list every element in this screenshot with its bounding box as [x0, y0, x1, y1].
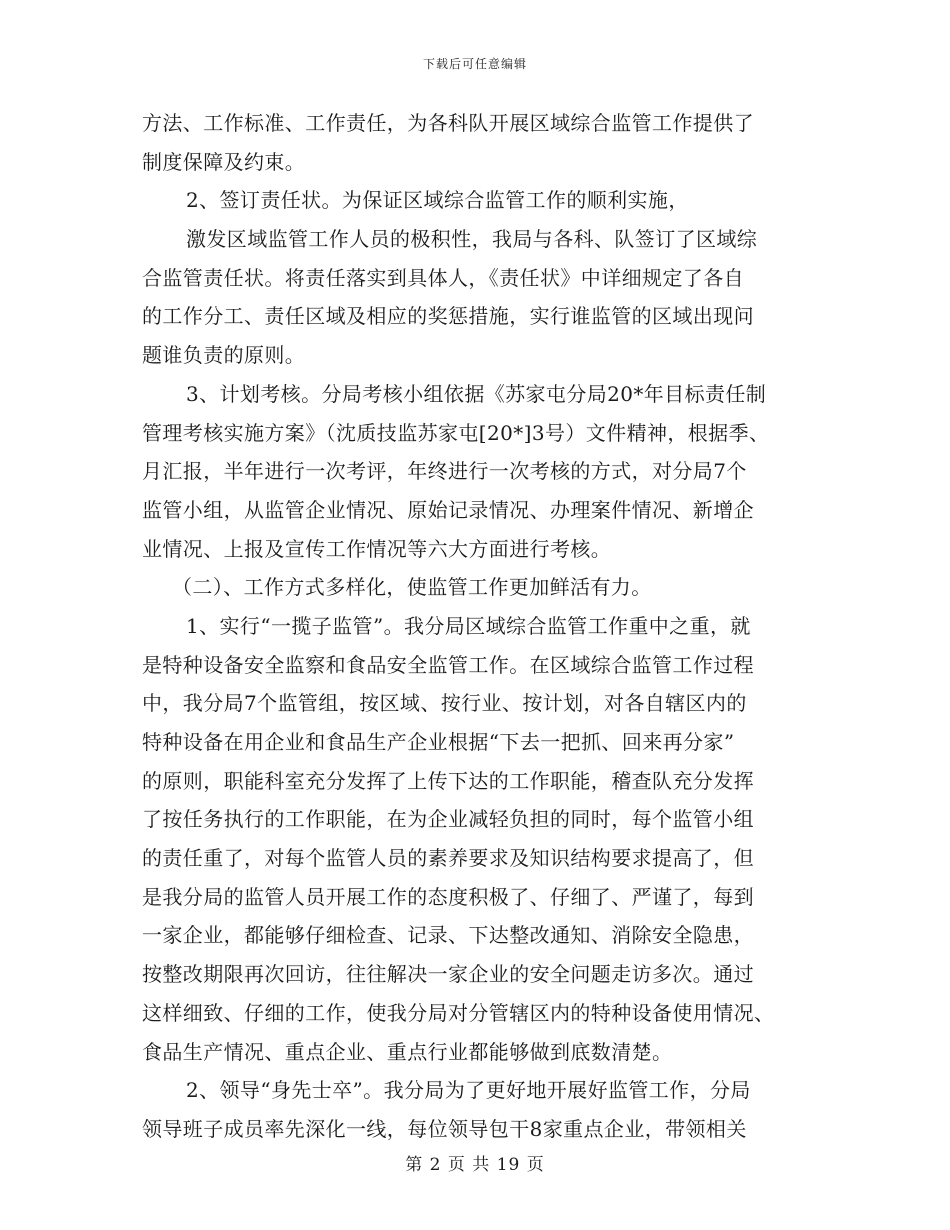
text-line: 激发区域监管工作人员的极积性，我局与各科、队签订了区域综: [186, 227, 758, 252]
text-line: 是特种设备安全监察和食品安全监管工作。在区域综合监管工作过程: [142, 652, 754, 677]
text-line: 中，我分局7个监管组，按区域、按行业、按计划，对各自辖区内的: [142, 691, 747, 716]
text-line: 3、计划考核。分局考核小组依据《苏家屯分局20*年目标责任制: [186, 381, 767, 406]
text-line: 一家企业，都能够仔细检查、记录、下达整改通知、消除安全隐患，: [142, 923, 754, 948]
text-line: 领导班子成员率先深化一线，每位领导包干8家重点企业，带领相关: [142, 1116, 747, 1141]
text-line: 的责任重了，对每个监管人员的素养要求及知识结构要求提高了，但: [142, 846, 754, 871]
text-line: 这样细致、仔细的工作，使我分局对分管辖区内的特种设备使用情况、: [142, 1000, 775, 1025]
page-header: 下载后可任意编辑: [422, 57, 527, 71]
text-line: 的原则，职能科室充分发挥了上传下达的工作职能，稽查队充分发挥: [142, 768, 754, 793]
text-line: 制度保障及约束。: [142, 149, 306, 174]
text-line: 业情况、上报及宣传工作情况等六大方面进行考核。: [142, 536, 612, 561]
page-number: 第 2 页 共 19 页: [405, 1155, 545, 1175]
text-line: 1、实行“一揽子监管”。我分局区域综合监管工作重中之重，就: [186, 613, 751, 638]
document-body: [142, 104, 814, 1149]
text-line: 食品生产情况、重点企业、重点行业都能够做到底数清楚。: [142, 1039, 673, 1064]
text-line: 方法、工作标准、工作责任，为各科队开展区域综合监管工作提供了: [142, 111, 754, 135]
text-line: 月汇报，半年进行一次考评，年终进行一次考核的方式，对分局7个: [142, 459, 747, 484]
text-line: 特种设备在用企业和食品生产企业根据“下去一把抓、回来再分家”: [142, 730, 735, 754]
text-line: 2、签订责任状。为保证区域综合监管工作的顺利实施，: [186, 188, 689, 213]
text-line: 2、领导“身先士卒”。我分局为了更好地开展好监管工作，分局: [186, 1078, 751, 1103]
text-line: 合监管责任状。将责任落实到具体人，《责任状》中详细规定了各自: [142, 265, 744, 290]
text-line: 是我分局的监管人员开展工作的态度积极了、仔细了、严谨了，每到: [142, 884, 754, 909]
text-line: 管理考核实施方案》（沈质技监苏家屯[20*]3号）文件精神，根据季、: [142, 420, 770, 445]
text-line: 了按任务执行的工作职能，在为企业减轻负担的同时，每个监管小组: [142, 807, 754, 832]
text-line: 按整改期限再次回访，往往解决一家企业的安全问题走访多次。通过: [142, 962, 754, 987]
section-heading: （二）、工作方式多样化，使监管工作更加鲜活有力。: [172, 575, 652, 600]
text-line: 监管小组，从监管企业情况、原始记录情况、办理案件情况、新增企: [142, 497, 754, 522]
text-line: 的工作分工、责任区域及相应的奖惩措施，实行谁监管的区域出现问: [142, 304, 754, 329]
text-line: 题谁负责的原则。: [142, 343, 306, 368]
